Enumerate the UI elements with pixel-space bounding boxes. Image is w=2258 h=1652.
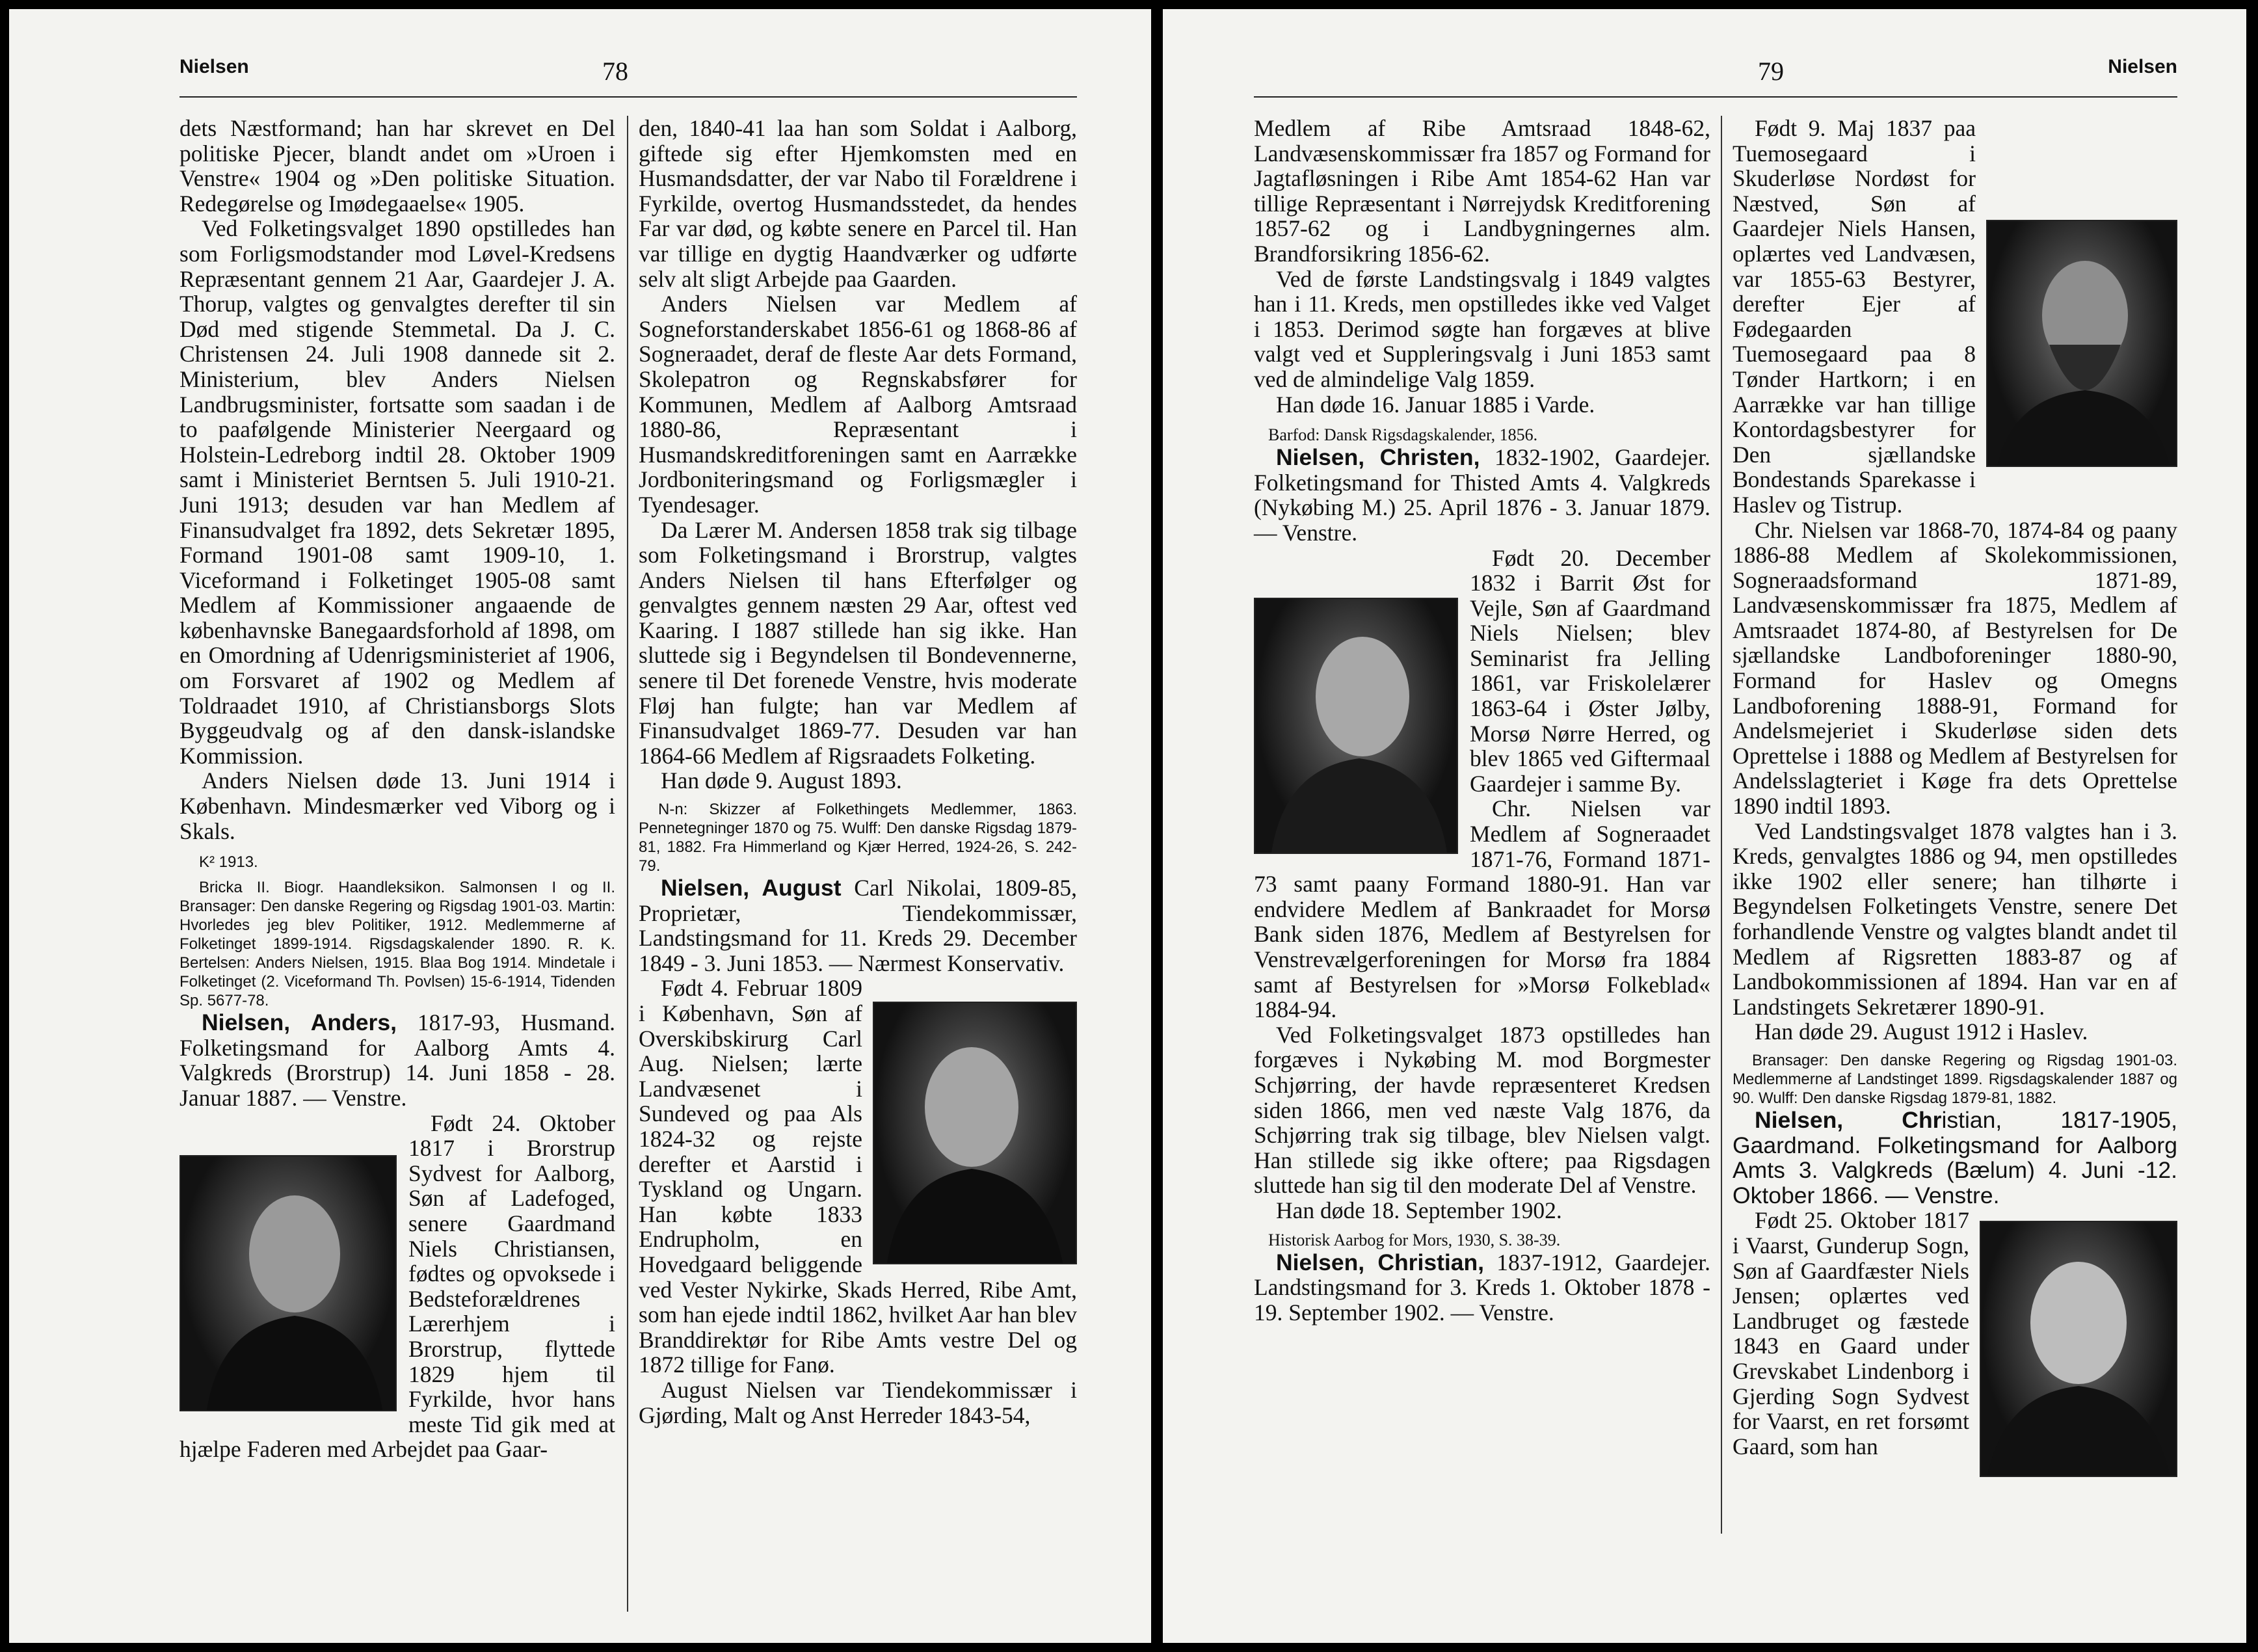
portrait-photo xyxy=(179,1155,397,1411)
portrait-photo xyxy=(873,1002,1077,1264)
entry-name: Nielsen, Anders, xyxy=(202,1009,397,1036)
entry-name: Nielsen, August xyxy=(661,875,842,901)
paragraph: Anders Nielsen var Medlem af Sogneforstanderskabet 1856-61 og 1868-86 af Sogneraadet, deraf de fleste Aar dets Formand, Skolepatron og Regnskabsfører for Kommunen, Medlem af Aalborg Amtsraad 1880-86, Repræsentant i Husmandskreditforeningen samt en Aarrække Jordboniteringsmand og Forligsmægler i Tyendesager. xyxy=(639,291,1077,518)
paragraph: Født 20. December 1832 i Barrit Øst for Vejle, Søn af Gaardmand Niels Nielsen; blev Seminarist fra Jelling 1861, var Friskolelærer 1863-64 i Øster Jølby, Morsø Nørre Herred, og blev 1865 ved Giftermaal Gaardejer i samme By. xyxy=(1470,544,1710,797)
entry-heading xyxy=(179,1010,615,1110)
paragraph: Født 25. Oktober 1817 i Vaarst, Gunderup Sogn, Søn af Gaardfæster Niels Jensen; oplærtes ved Landbruget og fæstede 1843 en Gaard under Grevskabet Lindenborg i Gjerding Sogn Sydvest for Vaarst, en ret forsømt Gaard, som han xyxy=(1733,1207,1969,1459)
column-2 xyxy=(1733,116,2177,1481)
portrait-image xyxy=(1981,1222,2176,1476)
entry-summary: 1837-1912, Gaardejer. Landstingsmand for 3. Kreds 1. Oktober 1878 - 19. September 1902. — Venstre. xyxy=(1254,1249,1710,1326)
paragraph: Chr. Nielsen var Medlem af Sogneraadet 1871-76, Formand 1871-73 samt paany Formand 1880-91. Han var endvidere Medlem af Bankraadet for Morsø Bank siden 1876, Medlem af Bestyrelsen for Venstrevælgerforeningen for Morsø fra 1884 samt af Bestyrelsen for »Morsø Folkeblad« 1884-94. xyxy=(1254,795,1710,1023)
paragraph: Han døde 29. August 1912 i Haslev. xyxy=(1755,1019,2088,1045)
portrait-image xyxy=(1255,599,1457,853)
column-1 xyxy=(179,116,615,1462)
paragraph: August Nielsen var Tiendekommissær i Gjørding, Malt og Anst Herreder 1843-54, xyxy=(639,1376,1077,1428)
bibliography: Bricka II. Biogr. Haandleksikon. Salmonsen I og II. Bransager: Den danske Regering og Rigsdag 1901-03. Martin: Hvorledes jeg blev Politiker, 1912. Medlemmerne af Folketinget 1899-1914. Rigsdagskalender 1890. R. K. Bertelsen: Anders Nielsen, 1915. Blaa Bog 1914. Mindetale i Folketinget (2. Viceformand Th. Povlsen) 15-6-1914, Tidenden Sp. 5677-78. xyxy=(179,879,615,1010)
paragraph: Da Lærer M. Andersen 1858 trak sig tilbage som Folketingsmand i Brorstrup, valgtes Anders Nielsen til hans Efterfølger og genvalgtes gennem næsten 29 Aar, oftest ved Kaaring. I 1887 stillede han sig ikke. Han sluttede sig i Begyndelsen til Bondevennerne, senere til Det forenede Venstre, hvis moderate Fløj han fulgte; han var Medlem af Finansudvalget 1869-77. Desuden var han 1864-66 Medlem af Rigsraadets Folketing. xyxy=(639,516,1077,769)
paragraph: Ved Folketingsvalget 1890 opstilledes han som Forligsmodstander mod Løvel-Kredsens Repræsentant gennem 21 Aar, Gaardejer J. A. Thorup, valgtes og genvalgtes derefter til sin Død med stigende Stemmetal. Da J. C. Christensen 24. Juli 1908 dannede sit 2. Ministerium, blev Anders Nielsen Landbrugsminister, fortsatte som saadan i de to paafølgende Ministerier Neergaard og Holstein-Ledreborg indtil 28. Oktober 1909 samt i Ministeriet Berntsen 5. Juli 1910-21. Juni 1913; desuden var han Medlem af Finansudvalget fra 1892, dets Sekretær 1895, Formand 1901-08 samt 1909-10, 1. Viceformand i Folketinget 1905-08 samt Medlem af Kommissioner angaaende de københavnske Banegaardsforhold af 1898, om en Omordning af Udenrigsministeriet af 1906, om Forsvaret af 1902 og Medlem af Toldraadet 1910, af Christiansborgs Slots Byggeudvalg og af den dansk-islandske Kommission. xyxy=(179,215,615,769)
paragraph: dets Næstformand; han har skrevet en Del politiske Pjecer, blandt andet om »Uroen i Venstre« 1904 og »Den politiske Situation. Redegørelse og Imødegaaelse« 1905. xyxy=(179,115,615,217)
entry-heading xyxy=(639,875,1077,976)
portrait-image xyxy=(181,1156,395,1410)
bibliography: Historisk Aarbog for Mors, 1930, S. 38-39. xyxy=(1268,1230,1561,1249)
entry-summary: 1817-1905, Gaardmand. Folketingsmand for Aalborg Amts 3. Valgkreds (Bælum) 4. Juni -12. Oktober 1866. — Venstre. xyxy=(1733,1106,2177,1208)
portrait-photo xyxy=(1986,220,2177,467)
entry-heading xyxy=(1254,445,1710,545)
bibliography: Barfod: Dansk Rigsdagskalender, 1856. xyxy=(1268,425,1538,445)
entry-name-forename: Christen, xyxy=(1364,444,1480,471)
paragraph: Han døde 9. August 1893. xyxy=(661,767,902,794)
portrait-photo xyxy=(1254,598,1458,854)
entry-heading xyxy=(1733,1108,2177,1208)
entry-summary: 1832-1902, Gaardejer. Folketingsmand for Thisted Amts 4. Valgkreds (Nykøbing M.) 25. April 1876 - 3. Januar 1879. — Venstre. xyxy=(1254,444,1710,546)
column-divider xyxy=(627,116,628,1612)
paragraph: Anders Nielsen døde 13. Juni 1914 i København. Mindesmærker ved Viborg og i Skals. xyxy=(179,767,615,844)
entry-summary: 1817-93, Husmand. Folketingsmand for Aalborg Amts 4. Valgkreds (Brorstrup) 14. Juni 1858 - 28. Januar 1887. — Venstre. xyxy=(179,1009,615,1111)
column-divider xyxy=(1721,116,1722,1534)
entry-name: Nielsen, xyxy=(1276,444,1365,471)
page-header xyxy=(1254,51,2177,98)
paragraph: Chr. Nielsen var 1868-70, 1874-84 og paany 1886-88 Medlem af Skolekommissionen, Sogneraadsformand 1871-89, Landvæsenskommissær fra 1875, Medlem af Amtsraadet 1874-80, af Bestyrelsen for De sjællandske Landboforeninger 1880-90, Formand for Haslev og Omegns Landboforening 1888-91, Formand for Andelsmejeriet i Skuderløse siden dets Oprettelse i 1888 og Medlem af Bestyrelsen for Andelsslagteriet i Køge fra dets Oprettelse 1890 indtil 1893. xyxy=(1733,516,2177,819)
portrait-photo xyxy=(1980,1221,2177,1477)
running-head-surname: Nielsen xyxy=(2108,56,2177,77)
entry-name-forename: istian, xyxy=(1941,1106,2002,1133)
paragraph: den, 1840-41 laa han som Soldat i Aalborg, giftede sig efter Hjemkomsten med en Husmandsdatter, der var Nabo til Forældrene i Fyrkilde, overtog Husmandsstedet, da hendes Far var død, og købte senere en Parcel til. Han var tillige en dygtig Haandværker og udførte selv alt sligt Arbejde paa Gaarden. xyxy=(639,115,1077,292)
page-header xyxy=(179,51,1077,98)
paragraph: Ved Landstingsvalget 1878 valgtes han i 3. Kreds, genvalgtes 1886 og 94, men opstilledes ikke 1902 eller senere; han tilhørte i Begyndelsen Folketingets Venstre, senere Det forhandlende Venstre og valgtes blandt andet til Medlem af Rigsretten 1883-87 og af Landbokommissionen af 1894. Han var en af Landstingets Sekretærer 1890-91. xyxy=(1733,818,2177,1020)
column-1 xyxy=(1254,116,1710,1325)
paragraph: Medlem af Ribe Amtsraad 1848-62, Landvæsenskommissær fra 1857 og Formand for Jagtafløsningen i Ribe Amt 1854-62 Han var tillige Repræsentant i Nørrejydsk Kreditforening 1857-62 og i Landbygningernes alm. Brandforsikring 1856-62. xyxy=(1254,115,1710,267)
paragraph: Ved de første Landstingsvalg i 1849 valgtes han i 11. Kreds, men opstilledes ikke ved Valget i 1853. Derimod søgte han forgæves at blive valgt ved et Suppleringsvalg i Juni 1853 samt ved de almindelige Valg 1859. xyxy=(1254,265,1710,392)
bibliography: N-n: Skizzer af Folkethingets Medlemmer, 1863. Pennetegninger 1870 og 75. Wulff: Den danske Rigsdag 1879-81, 1882. Fra Himmerland og Kjær Herred, 1924-26, S. 242-79. xyxy=(639,801,1077,875)
bibliography: Bransager: Den danske Regering og Rigsdag 1901-03. Medlemmerne af Landstinget 1899. Rigsdagskalender 1887 og 90. Wulff: Den danske Rigsdag 1879-81, 1882. xyxy=(1733,1051,2177,1107)
paragraph: Født 24. Oktober 1817 i Brorstrup Sydvest for Aalborg, Søn af Ladefoged, senere Gaardmand Niels Christiansen, fødtes og opvoksede i Bedsteforældrenes Lærerhjem i Brorstrup, flyttede 1829 hjem til Fyrkilde, hvor hans meste Tid gik med at hjælpe Faderen med Arbejdet paa Gaar- xyxy=(179,1110,615,1463)
page-78 xyxy=(9,9,1151,1643)
portrait-image xyxy=(874,1003,1076,1263)
page-79 xyxy=(1163,9,2246,1643)
paragraph: Han døde 16. Januar 1885 i Varde. xyxy=(1276,391,1595,418)
paragraph: Ved Folketingsvalget 1873 opstilledes han forgæves i Nykøbing M. mod Borgmester Schjørring, der havde repræsenteret Kredsen siden 1866, men ved næste Valg 1876, da Schjørring trak sig tilbage, blev Nielsen valgt. Han stillede sig ikke oftere; paa Rigsdagen sluttede han sig til den moderate Del af Venstre. xyxy=(1254,1021,1710,1199)
honor-note: K² 1913. xyxy=(199,853,258,872)
entry-summary: Carl Nikolai, 1809-85, Proprietær, Tiendekommissær, Landstingsmand for 11. Kreds 29. December 1849 - 3. Juni 1853. — Nærmest Konservativ. xyxy=(639,875,1077,976)
entry-heading xyxy=(1254,1250,1710,1326)
portrait-image xyxy=(1987,221,2176,466)
entry-name: Nielsen, Chr xyxy=(1755,1106,1942,1133)
column-2 xyxy=(639,116,1077,1428)
paragraph: Født 4. Februar 1809 i København, Søn af Overskibskirurg Carl Aug. Nielsen; lærte Landvæsenet i Sundeved og paa Als 1824-32 og rejste derefter et Aarstid i Tyskland og Ungarn. Han købte 1833 Endrupholm, en Hovedgaard beliggende ved Vester Nykirke, Skads Herred, Ribe Amt, som han ejede indtil 1862, hvilket Aar han blev Branddirektør for Ribe Amts vestre Del og 1872 tillige for Fanø. xyxy=(639,975,1077,1378)
paragraph: Født 9. Maj 1837 paa Tuemosegaard i Skuderløse Nordøst for Næstved, Søn af Gaardejer Niels Hansen, oplærtes ved Landvæsen, var 1855-63 Bestyrer, derefter Ejer af Fødegaarden Tuemosegaard paa 8 Tønder Hartkorn; i en Aarrække var han tillige Kontordagsbestyrer for Den sjællandske Bondestands Sparekasse i Haslev og Tistrup. xyxy=(1733,115,1976,518)
page-number: 79 xyxy=(1758,57,1784,86)
paragraph: Han døde 18. September 1902. xyxy=(1276,1197,1562,1223)
page-number: 78 xyxy=(602,57,628,86)
entry-name: Nielsen, Christian, xyxy=(1276,1249,1485,1275)
running-head-surname: Nielsen xyxy=(179,56,249,77)
